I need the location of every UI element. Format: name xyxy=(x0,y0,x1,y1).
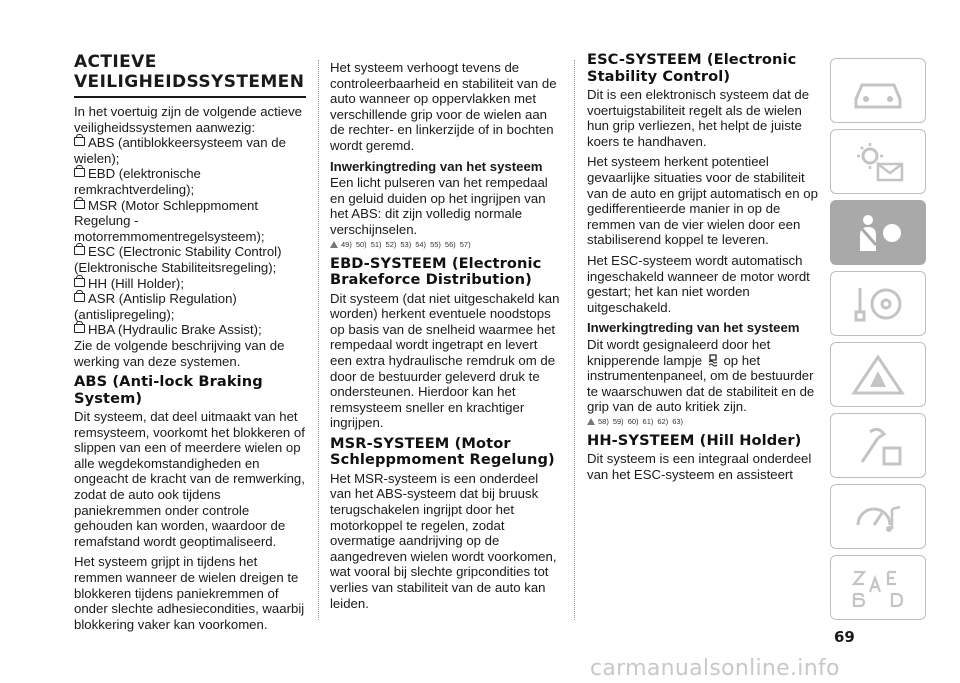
chapter-tab-emergency[interactable] xyxy=(830,342,926,407)
sun-envelope-icon xyxy=(848,140,908,184)
car-lock-icon xyxy=(74,324,85,333)
car-lock-icon xyxy=(74,246,85,255)
esc-references: 58) 59) 60) 61) 62) 63) xyxy=(587,417,819,427)
chapter-tab-dashboard[interactable] xyxy=(830,58,926,123)
systems-list xyxy=(74,135,306,338)
car-lock-icon xyxy=(74,293,85,302)
abs-paragraph-3: Het systeem verhoogt tevens de controleerbaarheid en stabiliteit van de auto wanneer op oppervlakken met verschillende grip voor de wielen aan de rechter- en linkerzijde of in bochten wordt geremd. xyxy=(330,60,557,153)
hh-paragraph: Dit systeem is een integraal onderdeel van het ESC-systeem en assisteert xyxy=(587,451,812,482)
abs-paragraph-2: Het systeem grijpt in tijdens het remmen wanneer de wielen dreigen te blokkeren tijdens paniekremmen of onder slechte adhesiecondities, waarbij blokkering vaker kan voorkomen. xyxy=(74,554,305,632)
esc-paragraph-2: Het systeem herkent potentieel gevaarlijke situaties voor de stabiliteit van de auto en grijpt automatisch en op gedifferentieerde manier in op de remmen van de vier wielen door een stabiliserend koppel te leveren. xyxy=(587,154,818,248)
abs-references: 49) 50) 51) 52) 53) 54) 55) 56) 57) xyxy=(330,240,562,250)
car-lock-icon xyxy=(74,200,85,209)
chapter-sidebar xyxy=(830,58,926,626)
chapter-tab-safety[interactable] xyxy=(830,200,926,265)
outro-text: Zie de volgende beschrijving van de werking van deze systemen. xyxy=(74,337,285,369)
car-lock-icon xyxy=(74,168,85,177)
warning-triangle-icon xyxy=(330,241,338,248)
msr-heading: MSR-SYSTEEM (Motor Schleppmoment Regelung) xyxy=(330,434,555,469)
ebd-heading: EBD-SYSTEEM (Electronic Brakeforce Distribution) xyxy=(330,254,542,289)
warning-triangle-icon xyxy=(587,418,595,425)
chapter-tab-starting[interactable] xyxy=(830,271,926,336)
chapter-tab-multimedia[interactable] xyxy=(830,484,926,549)
esc-warning-lamp-icon xyxy=(708,354,718,367)
column-3 xyxy=(587,52,819,488)
chapter-tab-index[interactable] xyxy=(830,555,926,620)
esc-subheading: Inwerkingtreding van het systeem xyxy=(587,320,800,336)
list-item: ABS (antiblokkeersysteem van de wielen); xyxy=(74,135,286,166)
warning-road-icon xyxy=(848,353,908,397)
hh-heading: HH-SYSTEEM (Hill Holder) xyxy=(587,431,802,449)
abs-subheading: Inwerkingtreding van het systeem xyxy=(330,158,543,174)
chapter-tab-maintenance[interactable] xyxy=(830,413,926,478)
esc-paragraph-4: Dit wordt gesignaleerd door het knipperende lampje op het instrumentenpaneel, om de bestuurder te waarschuwen dat de stabiliteit en de grip van de auto kritiek zijn. xyxy=(587,336,815,415)
intro-text: In het voertuig zijn de volgende actieve veiligheidssystemen aanwezig: xyxy=(74,104,302,135)
key-steering-wheel-icon xyxy=(848,282,908,326)
chapter-tab-lights[interactable] xyxy=(830,129,926,194)
watermark: carmanualsonline.info xyxy=(590,656,840,681)
column-divider xyxy=(574,60,576,620)
list-item: HBA (Hydraulic Brake Assist); xyxy=(74,322,306,338)
abs-paragraph-1: Dit systeem, dat deel uitmaakt van het remsysteem, voorkomt het blokkeren of slippen van een of meerdere wielen op alle wegdekomstandigheden en ongeacht de kracht van de remwerking, zodat de auto ook tijdens paniekremmen onder controle gehouden kan worden, waardoor de remafstand wordt geoptimaliseerd. xyxy=(74,409,305,549)
page-number: 69 xyxy=(834,628,855,646)
esc-heading: ESC-SYSTEEM (Electronic Stability Control) xyxy=(587,51,797,85)
list-item: MSR (Motor Schleppmoment Regelung - motorremmomentregelsysteem); xyxy=(74,197,265,244)
gauge-music-icon xyxy=(848,495,908,539)
abs-heading: ABS (Anti-lock Braking System) xyxy=(74,373,263,407)
esc-paragraph-1: Dit is een elektronisch systeem dat de voertuigstabiliteit regelt als de wielen hun grip verliezen, het helpt de juiste koers te handhaven. xyxy=(587,87,810,149)
column-1 xyxy=(74,52,306,637)
car-lock-icon xyxy=(74,137,85,146)
car-dashboard-icon xyxy=(848,69,908,113)
abs-paragraph-4: Een licht pulseren van het rempedaal en geluid duiden op het ingrijpen van het ABS: dit zijn volledig normale verschijnselen. xyxy=(330,175,548,237)
list-item: ASR (Antislip Regulation) (antislipregeling); xyxy=(74,291,237,322)
list-item: HH (Hill Holder); xyxy=(74,276,306,292)
section-title: ACTIEVE VEILIGHEIDSSYSTEMEN xyxy=(74,52,305,92)
car-lock-icon xyxy=(74,278,85,287)
column-2 xyxy=(330,60,562,616)
ebd-paragraph: Dit systeem (dat niet uitgeschakeld kan worden) herkent eventuele noodstops op basis van de snelheid waarmee het rempedaal wordt ingetrapt en levert een extra hydraulische remdruk om de door de bestuurder geleverd druk te ondersteunen. Hierdoor kan het remsysteem sneller en krachtiger ingrijpen. xyxy=(330,290,560,431)
title-rule xyxy=(74,96,306,98)
alphabet-index-icon xyxy=(848,566,908,610)
list-item: ESC (Electronic Stability Control) (Elektronische Stabiliteitsregeling); xyxy=(74,244,282,275)
tools-wrench-icon xyxy=(848,424,908,468)
msr-paragraph: Het MSR-systeem is een onderdeel van het ABS-systeem dat bij bruusk terugschakelen ingrijpt door het motorkoppel te regelen, zodat overmatige aandrijving op de aangedreven wielen wordt voorkomen, wat vooral bij slechte gripcondities tot verlies van stabiliteit van de auto kan leiden. xyxy=(330,470,557,611)
list-item: EBD (elektronische remkrachtverdeling); xyxy=(74,166,201,197)
seatbelt-airbag-icon xyxy=(848,211,908,255)
esc-paragraph-3: Het ESC-systeem wordt automatisch ingeschakeld wanneer de motor wordt gestart; het kan niet worden uitgeschakeld. xyxy=(587,252,810,315)
column-divider xyxy=(318,60,320,620)
